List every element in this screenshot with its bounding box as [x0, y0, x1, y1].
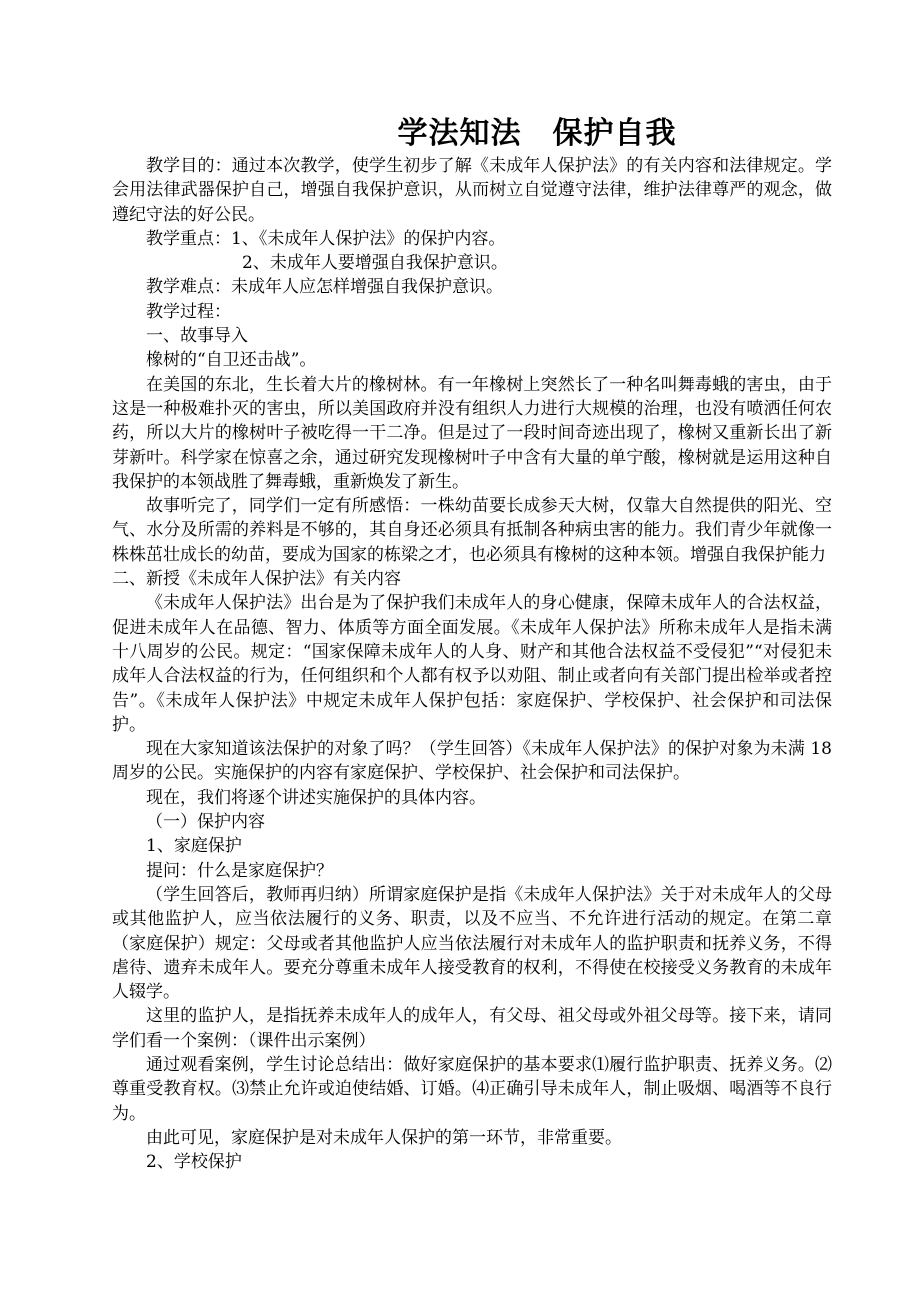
paragraph: 教学重点：1、《未成年人保护法》的保护内容。: [146, 228, 506, 249]
paragraph: 《未成年人保护法》出台是为了保护我们未成年人的身心健康，保障未成年人的合法权益，促进未成年人在品德、智力、体质等方面全面发展。《未成年人保护法》所称未成年人是指未满十八周岁的公民。规定：“国家保障未成年人的人身、财产和其他合法权益不受侵犯”“对侵犯未成年人合法权益的行为，任何组织和个人都有权予以劝阻、制止或者向有关部门提出检举或者控告”。《未成年人保护法》中规定未成年人保护包括：家庭保护、学校保护、社会保护和司法保护。: [112, 593, 832, 735]
paragraph: 由此可见，家庭保护是对未成年人保护的第一环节，非常重要。: [146, 1127, 622, 1148]
paragraph: 2、未成年人要增强自我保护意识。: [242, 253, 508, 274]
document-title: 学法知法 保护自我: [397, 116, 677, 151]
paragraph: 通过观看案例，学生讨论总结出：做好家庭保护的基本要求⑴履行监护职责、抚养义务。⑵尊重受教育权。⑶禁止允许或迫使结婚、订婚。⑷正确引导未成年人，制止吸烟、喝酒等不良行为。: [112, 1054, 832, 1124]
paragraph: 教学过程：: [146, 301, 231, 322]
paragraph: （学生回答后，教师再归纳）所谓家庭保护是指《未成年人保护法》关于对未成年人的父母或其他监护人，应当依法履行的义务、职责，以及不应当、不允许进行活动的规定。在第二章（家庭保护）规定：父母或者其他监护人应当依法履行对未成年人的监护职责和抚养义务，不得虐待、遗弃未成年人。要充分尊重未成年人接受教育的权利，不得使在校接受义务教育的未成年人辍学。: [112, 884, 832, 1003]
paragraph: 一、故事导入: [146, 326, 248, 347]
paragraph: （一）保护内容: [146, 812, 265, 833]
paragraph: 在美国的东北，生长着大片的橡树林。有一年橡树上突然长了一种名叫舞毒蛾的害虫，由于这是一种极难扑灭的害虫，所以美国政府并没有组织人力进行大规模的治理，也没有喷洒任何农药，所以大片的橡树叶子被吃得一干二净。但是过了一段时间奇迹出现了，橡树又重新长出了新芽新叶。科学家在惊喜之余，通过研究发现橡树叶子中含有大量的单宁酸，橡树就是运用这种自我保护的本领战胜了舞毒蛾，重新焕发了新生。: [112, 374, 832, 492]
paragraph: 2、学校保护: [146, 1152, 242, 1173]
paragraph: 橡树的“自卫还击战”。: [146, 350, 317, 371]
paragraph: 二、新授《未成年人保护法》有关内容: [112, 569, 401, 590]
paragraph: 提问：什么是家庭保护？: [146, 860, 333, 881]
paragraph: 现在大家知道该法保护的对象了吗？（学生回答）《未成年人保护法》的保护对象为未满 18 周岁的公民。实施保护的内容有家庭保护、学校保护、社会保护和司法保护。: [112, 739, 832, 784]
document-body: [112, 154, 832, 1174]
paragraph: 教学难点：未成年人应怎样增强自我保护意识。: [146, 277, 503, 298]
paragraph: 现在，我们将逐个讲述实施保护的具体内容。: [146, 787, 486, 808]
paragraph: 1、家庭保护: [146, 836, 242, 857]
paragraph: 教学目的：通过本次教学，使学生初步了解《未成年人保护法》的有关内容和法律规定。学会用法律武器保护自己，增强自我保护意识，从而树立自觉遵守法律，维护法律尊严的观念，做遵纪守法的好公民。: [112, 156, 832, 225]
paragraph: 故事听完了，同学们一定有所感悟：一株幼苗要长成参天大树，仅靠大自然提供的阳光、空气、水分及所需的养料是不够的，其自身还必须具有抵制各种病虫害的能力。我们青少年就像一株株茁壮成长的幼苗，要成为国家的栋梁之才，也必须具有橡树的这种本领。增强自我保护能力: [112, 496, 832, 565]
paragraph: 这里的监护人，是指抚养未成年人的成年人，有父母、祖父母或外祖父母等。接下来，请同学们看一个案例：（课件出示案例）: [112, 1006, 832, 1051]
document-page: [112, 114, 832, 1174]
